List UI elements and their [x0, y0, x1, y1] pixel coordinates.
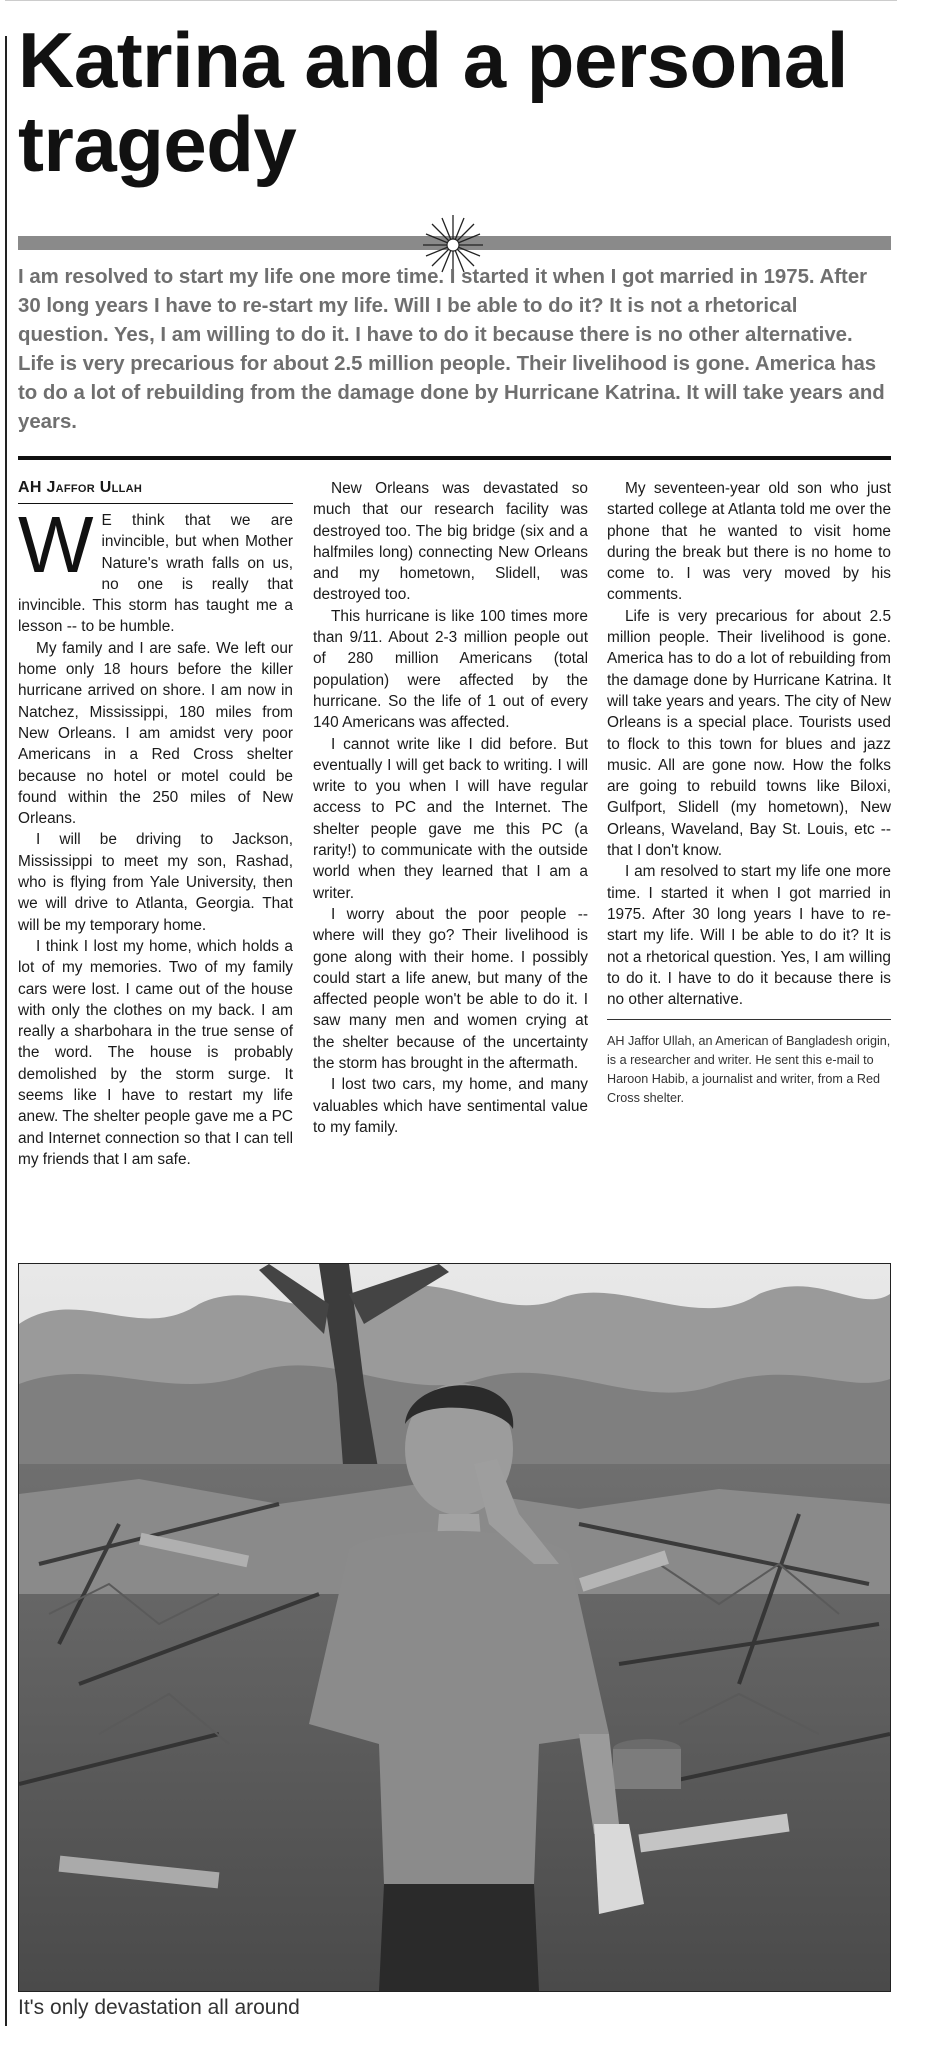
headline: Katrina and a personal tragedy: [18, 16, 848, 188]
paragraph: I will be driving to Jackson, Mississippi to meet my son, Rashad, who is flying from Yale University, then we will drive to Atlanta, Georgia. That will be my temporary home.: [18, 831, 293, 934]
news-photo: [18, 1263, 891, 1992]
paragraph: New Orleans was devastated so much that our research facility was destroyed too. The big bridge (six and a halfmiles long) connecting New Orleans and my hometown, Slidell, was destroyed too.: [313, 480, 588, 604]
paragraph: I lost two cars, my home, and many valuables which have sentimental value to my family.: [313, 1076, 588, 1136]
standfirst-summary: I am resolved to start my life one more time. I started it when I got married in 1975. After 30 long years I have to re-start my life. Will I be able to do it? It is not a rhetorical question. Yes, I am willing to do it. I have to do it because there is no other alternative. Life is very precarious for about 2.5 million people. Their livelihood is gone. America has to do a lot of rebuilding from the damage done by Hurricane Katrina. It will take years and years.: [18, 266, 885, 433]
section-rule: [18, 456, 891, 460]
paragraph: I am resolved to start my life one more time. I started it when I got married in 1975. After 30 long years I have to re-start my life. Will I be able to do it? It is not a rhetorical question. Yes, I am willing to do it. I have to do it because there is no other alternative.: [607, 863, 891, 1009]
paragraph: E think that we are invincible, but when Mother Nature's wrath falls on us, no one is really that invincible. This storm has taught me a lesson -- to be humble.: [18, 512, 293, 636]
photo-caption: It's only devastation all around: [18, 1996, 300, 2019]
article-column-1: [18, 478, 293, 1170]
paragraph: My family and I are safe. We left our home only 18 hours before the killer hurricane arrived on shore. I am now in Natchez, Mississippi, 180 miles from New Orleans. I am amidst very poor Americans in a Red Cross shelter because no hotel or motel could be found within the 250 miles of New Orleans.: [18, 639, 293, 828]
author-bio: AH Jaffor Ullah, an American of Bangladesh origin, is a researcher and writer. He sent this e-mail to Haroon Habib, a journalist and writer, from a Red Cross shelter.: [607, 1034, 891, 1106]
paragraph: I think I lost my home, which holds a lot of my memories. Two of my family cars were lost. I came out of the house with only the clothes on my back. I am really a sharbohara in the true sense of the word. The house is probably demolished by the storm surge. It seems like I have to restart my life anew. The shelter people gave me a PC and Internet connection so that I can tell my friends that I am safe.: [18, 937, 293, 1168]
paragraph: I cannot write like I did before. But eventually I will get back to writing. I will write to you when I will have regular access to PC and the Internet. The shelter people gave me this PC (a rarity!) to communicate with the outside world when they learned that I am a writer.: [313, 735, 588, 902]
paragraph: I worry about the poor people -- where will they go? Their livelihood is gone along with their home. I possibly could start a life anew, but many of the affected people won't be able to do it. I saw many men and women crying at the shelter because of the uncertainty the storm has brought in the aftermath.: [313, 905, 588, 1073]
paragraph: My seventeen-year old son who just started college at Atlanta told me over the phone that he wanted to visit home during the break but there is no home to come to. I was very moved by his comments.: [607, 480, 891, 604]
devastation-scene-illustration: [19, 1264, 890, 1991]
page-left-rule: [5, 36, 7, 2026]
article-column-2: [313, 478, 588, 1138]
page-top-edge: [5, 0, 897, 1]
paragraph: Life is very precarious for about 2.5 million people. Their livelihood is gone. America has to do a lot of rebuilding from the damage done by Hurricane Katrina. It will take years and years. The city of New Orleans is a special place. Tourists used to flock to this town for blues and jazz music. All are gone now. How the folks are going to rebuild towns like Biloxi, Gulfport, Slidell (my hometown), New Orleans, Waveland, Bay St. Louis, etc -- that I don't know.: [607, 607, 891, 860]
byline: AH Jaffor Ullah: [18, 478, 293, 504]
drop-cap: W: [18, 500, 94, 589]
article-column-3: [607, 478, 891, 1108]
bio-divider: [607, 1019, 891, 1020]
paragraph: This hurricane is like 100 times more than 9/11. About 2-3 million people out of 280 million Americans (total population) were affected by the hurricane. So the life of 1 out of every 140 Americans was affected.: [313, 607, 588, 732]
